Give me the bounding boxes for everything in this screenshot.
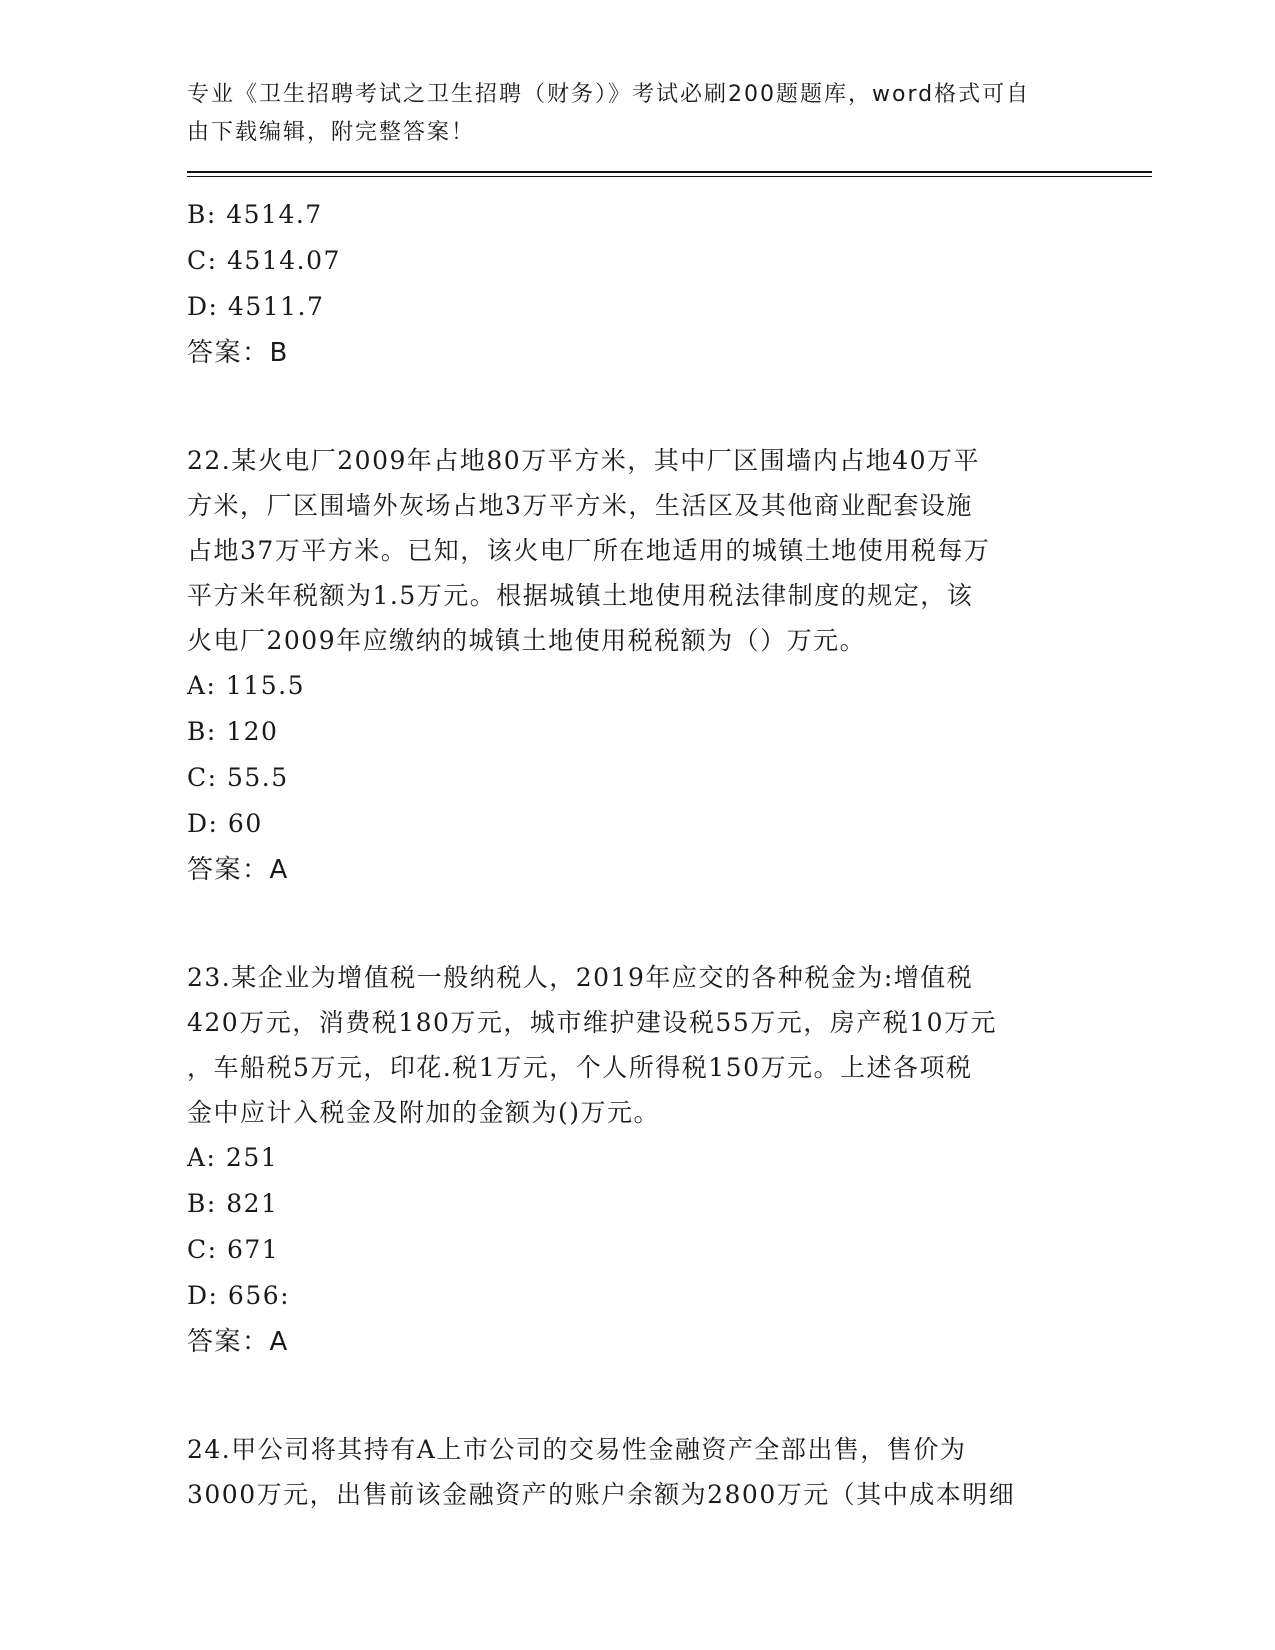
option-b: B: 120 xyxy=(187,717,279,746)
header-line-2: 由下载编辑，附完整答案！ xyxy=(187,120,476,145)
document-header xyxy=(187,76,1087,152)
header-rule-top xyxy=(187,171,1152,173)
document-body xyxy=(187,192,1087,1517)
question-line: 24.甲公司将其持有A上市公司的交易性金融资产全部出售，售价为 xyxy=(187,1435,967,1464)
option-c: C: 4514.07 xyxy=(187,246,341,275)
option-a: A: 251 xyxy=(187,1143,279,1172)
header-rule-bottom xyxy=(187,176,1152,177)
question-line: ，车船税5万元，印花.税1万元，个人所得税150万元。上述各项税 xyxy=(187,1053,973,1082)
question-21-answer: 答案：B xyxy=(187,338,289,368)
question-line: 22.某火电厂2009年占地80万平方米，其中厂区围墙内占地40万平 xyxy=(187,446,981,475)
question-line: 3000万元，出售前该金融资产的账户余额为2800万元（其中成本明细 xyxy=(187,1480,1016,1509)
question-line: 金中应计入税金及附加的金额为()万元。 xyxy=(187,1098,661,1127)
option-d: D: 656: xyxy=(187,1281,291,1310)
question-line: 平方米年税额为1.5万元。根据城镇土地使用税法律制度的规定，该 xyxy=(187,581,974,610)
question-23-answer: 答案：A xyxy=(187,1327,289,1357)
header-line-1: 专业《卫生招聘考试之卫生招聘（财务）》考试必刷200题题库，word格式可自 xyxy=(187,82,1031,107)
question-line: 420万元，消费税180万元，城市维护建设税55万元，房产税10万元 xyxy=(187,1008,998,1037)
question-line: 占地37万平方米。已知，该火电厂所在地适用的城镇土地使用税每万 xyxy=(187,536,991,565)
question-line: 方米，厂区围墙外灰场占地3万平方米，生活区及其他商业配套设施 xyxy=(187,491,973,520)
question-24-text xyxy=(187,1427,1087,1517)
option-c: C: 671 xyxy=(187,1235,280,1264)
question-line: 23.某企业为增值税一般纳税人，2019年应交的各种税金为:增值税 xyxy=(187,963,974,992)
option-d: D: 60 xyxy=(187,809,263,838)
question-23-options xyxy=(187,1135,1087,1319)
option-b: B: 4514.7 xyxy=(187,200,323,229)
question-22-text xyxy=(187,438,1087,663)
question-22-answer: 答案：A xyxy=(187,855,289,885)
option-d: D: 4511.7 xyxy=(187,292,325,321)
question-22-options xyxy=(187,663,1087,847)
option-a: A: 115.5 xyxy=(187,671,305,700)
question-line: 火电厂2009年应缴纳的城镇土地使用税税额为（）万元。 xyxy=(187,626,867,655)
option-b: B: 821 xyxy=(187,1189,279,1218)
question-23-text xyxy=(187,955,1087,1135)
question-21-options xyxy=(187,192,1087,330)
option-c: C: 55.5 xyxy=(187,763,289,792)
